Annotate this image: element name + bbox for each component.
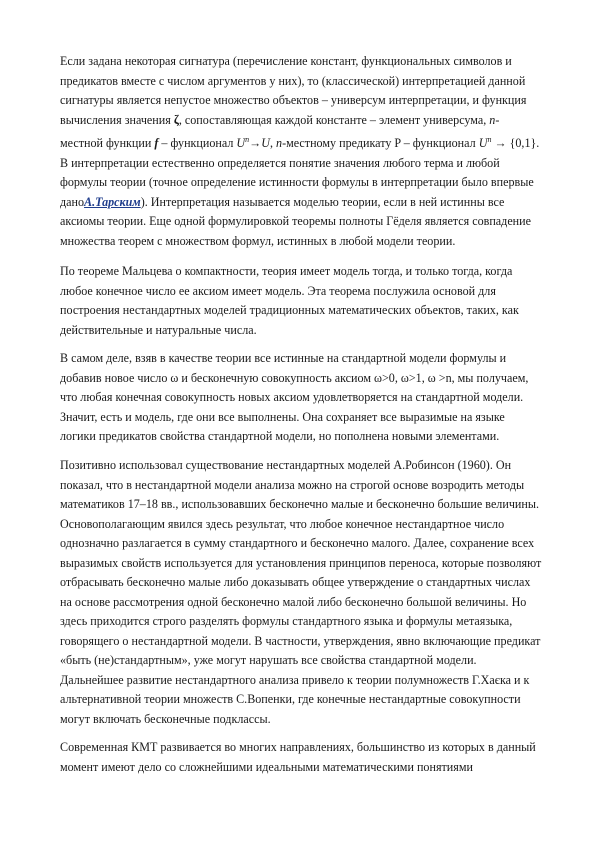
tarski-link[interactable]: А.Тарским <box>84 194 141 209</box>
function-symbol: f <box>154 136 159 151</box>
text-span: – функционал <box>400 136 479 151</box>
paragraph-nonstandard-model: В самом деле, взяв в качестве теории все истинные на стандартной модели формулы и добавив новое число ω и бесконечную совокупность аксиом ω>0, ω>1, ω >n, мы получаем, что любая конечная совокупность новых аксиом удовлетворяется на стандартной модели. Значит, есть и модель, где они все выполнены. Она сохраняет все выразимые на языке логики предикатов свойства стандартной модели, но пополнена новыми элементами. <box>60 351 529 443</box>
arrow-symbol: → <box>249 136 262 151</box>
superscript-n: n <box>245 135 250 144</box>
universe-symbol: U <box>478 136 488 151</box>
italic-n: n <box>276 136 283 151</box>
text-span: -местной функции <box>60 112 500 151</box>
predicate-symbol: P <box>394 136 401 151</box>
paragraph-interpretation <box>60 52 542 251</box>
universe-symbol: U <box>236 136 246 151</box>
text-span: -местному предикату <box>282 136 395 151</box>
text-span: – функционал <box>158 136 237 151</box>
text-span: , сопоставляющая каждой константе – элемент универсума, <box>178 112 490 127</box>
universe-symbol: U <box>261 136 270 151</box>
text-span: Если задана некоторая сигнатура (перечисление констант, функциональных символов и предикатов вместе с числом аргументов у них), то (классической) интерпретацией данной сигнатуры является непустое множество объектов – универсум интерпретации, и функция вычисления значения <box>60 54 527 127</box>
paragraph-modern-kmt: Современная КМТ развивается во многих направлениях, большинство из которых в данный момент имеют дело со сложнейшими идеальными математическими понятиями <box>60 740 536 774</box>
superscript-n: n <box>487 135 492 144</box>
text-span: ). Интерпретация называется моделью теории, если в ней истинны все аксиомы теории. Еще одной формулировкой теоремы полноты Гёделя является совпадение множества теорем с множеством формул, истинных в любой модели теории. <box>60 194 531 248</box>
paragraph-compactness: По теореме Мальцева о компактности, теория имеет модель тогда, и только тогда, когда любое конечное число ее аксиом имеет модель. Эта теорема послужила основой для построения нестандартных моделей традиционных математических объектов, таких, как действительные и натуральные числа. <box>60 264 519 337</box>
zeta-symbol: ζ <box>173 112 179 127</box>
paragraph-robinson: Позитивно использовал существование нестандартных моделей А.Робинсон (1960). Он показал, что в нестандартной модели анализа можно на строгой основе возродить методы математиков 17–18 вв., использовавших бесконечно малые и бесконечно большие величины. Основополагающим явился здесь результат, что любое конечное нестандартное число однозначно разлагается в сумму стандартного и бесконечно малого. Далее, сохранение всех выразимых свойств используется для установления принципов переноса, которые позволяют отбрасывать бесконечно малые либо доказывать общее утверждение о стандартных числах на основе рассмотрения одной бесконечно малой либо бесконечно большой величины. Но здесь приходится строго разделять формулы стандартного языка и формулы метаязыка, говорящего о нестандартной модели. В частности, утверждения, явно включающие предикат «быть (не)стандартным», уже могут нарушать все свойства стандартной модели. Дальнейшее развитие нестандартного анализа привело к теории полумножеств Г.Хаєка и к альтернативной теории множеств С.Вопенки, где конечные нестандартные совокупности могут включать бесконечные подклассы. <box>60 458 542 726</box>
italic-n: n <box>489 112 496 127</box>
text-span: → {0,1}. В интерпретации естественно определяется понятие значения любого терма и любой формулы теории (точное определение истинности формулы в интерпретации было впервые дано <box>60 136 540 209</box>
text-span: , <box>269 136 277 151</box>
